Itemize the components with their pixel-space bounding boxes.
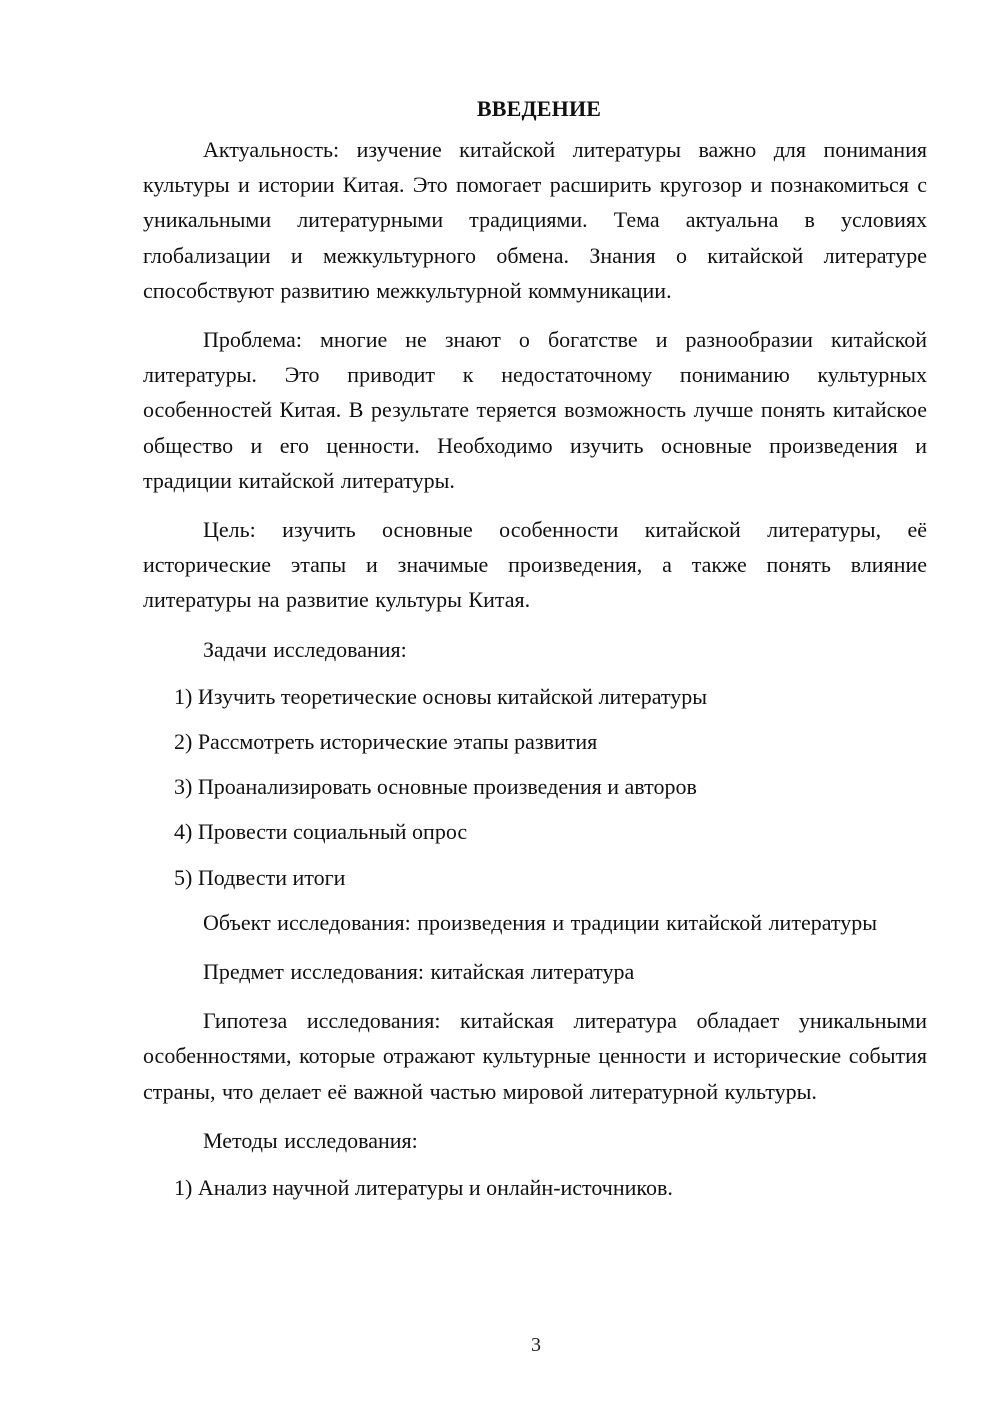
task-list-item: 4) Провести социальный опрос (174, 819, 468, 845)
page-title: ВВЕДЕНИЕ (476, 96, 602, 121)
object-paragraph: Объект исследования: произведения и традиции китайской литературы (203, 909, 878, 935)
methods-heading: Методы исследования: (203, 1127, 418, 1153)
hypothesis-paragraph: Гипотеза исследования: китайская литература обладает уникальными особенностями, которые отражают культурные ценности и исторические события страны, что делает её важной частью мировой литературной культуры. (143, 1008, 927, 1104)
goal-paragraph: Цель: изучить основные особенности китайской литературы, её исторические этапы и значимые произведения, а также понять влияние литературы на развитие культуры Китая. (143, 517, 927, 613)
relevance-paragraph: Актуальность: изучение китайской литературы важно для понимания культуры и истории Китая. Это помогает расширить кругозор и познакомиться с уникальными литературными традициями. Тема актуальна в условиях глобализации и межкультурного обмена. Знания о китайской литературе способствуют развитию межкультурной коммуникации. (143, 137, 927, 303)
problem-paragraph: Проблема: многие не знают о богатстве и разнообразии китайской литературы. Это приводит к недостаточному пониманию культурных особенностей Китая. В результате теряется возможность лучше понять китайское общество и его ценности. Необходимо изучить основные произведения и традиции китайской литературы. (143, 327, 927, 493)
task-list-item: 1) Изучить теоретические основы китайской литературы (174, 683, 708, 709)
tasks-heading: Задачи исследования: (203, 636, 407, 662)
subject-paragraph: Предмет исследования: китайская литература (203, 959, 635, 985)
page-content (143, 94, 927, 1215)
task-list-item: 2) Рассмотреть исторические этапы развития (174, 729, 598, 755)
page-number: 3 (531, 1334, 541, 1356)
method-list-item: 1) Анализ научной литературы и онлайн-источников. (174, 1175, 673, 1201)
task-list-item: 5) Подвести итоги (174, 864, 346, 890)
task-list-item: 3) Проанализировать основные произведения и авторов (174, 774, 697, 800)
